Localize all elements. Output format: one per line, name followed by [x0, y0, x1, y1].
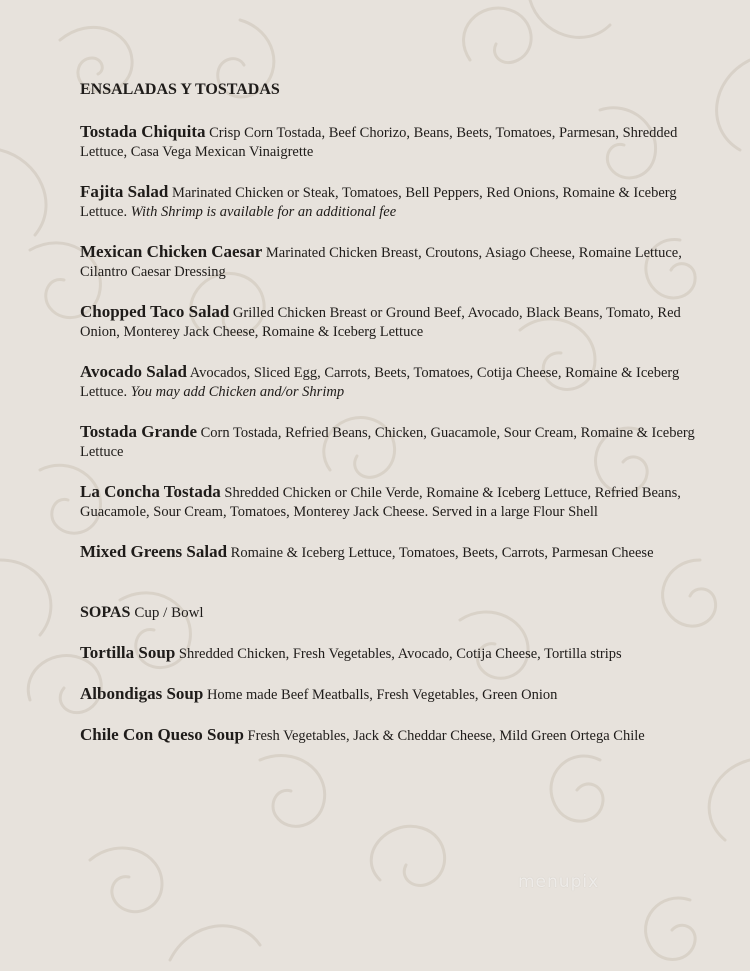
- menu-item-albondigas-soup: [80, 684, 710, 705]
- menu-item-fajita-salad: [80, 182, 710, 222]
- item-description: Shredded Chicken or Chile Verde, Romaine & Iceberg Lettuce, Refried Beans, Guacamole, Sour Cream, Tomatoes, Monterey Jack Cheese. Served in a large Flour Shell: [80, 485, 681, 520]
- menu-item-mexican-chicken-caesar: [80, 242, 710, 282]
- item-description: Marinated Chicken Breast, Croutons, Asiago Cheese, Romaine Lettuce, Cilantro Caesar Dressing: [80, 245, 682, 280]
- menu-item-avocado-salad: [80, 362, 710, 402]
- menu-item-la-concha-tostada: [80, 482, 710, 522]
- item-name: Mexican Chicken Caesar: [80, 242, 263, 261]
- menu-item-chopped-taco-salad: [80, 302, 710, 342]
- item-note: You may add Chicken and/or Shrimp: [130, 384, 345, 400]
- menu-item-chile-con-queso-soup: [80, 725, 710, 746]
- item-name: Albondigas Soup: [80, 684, 204, 703]
- menu-page: [80, 80, 710, 746]
- item-name: Chile Con Queso Soup: [80, 725, 244, 744]
- menu-item-mixed-greens-salad: [80, 542, 710, 563]
- item-description: Home made Beef Meatballs, Fresh Vegetables, Green Onion: [206, 687, 558, 703]
- item-name: Chopped Taco Salad: [80, 302, 230, 321]
- item-description: Avocados, Sliced Egg, Carrots, Beets, Tomatoes, Cotija Cheese, Romaine & Iceberg Lettuce.: [80, 365, 680, 400]
- item-note: With Shrimp is available for an additional fee: [130, 204, 397, 220]
- item-description: Corn Tostada, Refried Beans, Chicken, Guacamole, Sour Cream, Romaine & Iceberg Lettuce: [80, 425, 695, 460]
- menu-item-tortilla-soup: [80, 643, 710, 664]
- menu-item-tostada-chiquita: [80, 122, 710, 162]
- item-name: La Concha Tostada: [80, 482, 221, 501]
- item-description: Crisp Corn Tostada, Beef Chorizo, Beans, Beets, Tomatoes, Parmesan, Shredded Lettuce, Casa Vega Mexican Vinaigrette: [80, 125, 678, 160]
- soups-section-heading: [80, 603, 710, 623]
- soups-heading-note: Cup / Bowl: [134, 605, 204, 621]
- item-description: Romaine & Iceberg Lettuce, Tomatoes, Beets, Carrots, Parmesan Cheese: [230, 545, 654, 561]
- salads-section-heading: ENSALADAS Y TOSTADAS: [80, 81, 280, 98]
- soups-heading-title: SOPAS: [80, 604, 131, 621]
- item-name: Tostada Grande: [80, 422, 197, 441]
- item-description: Fresh Vegetables, Jack & Cheddar Cheese, Mild Green Ortega Chile: [247, 728, 645, 744]
- item-name: Avocado Salad: [80, 362, 187, 381]
- item-name: Fajita Salad: [80, 182, 169, 201]
- item-name: Mixed Greens Salad: [80, 542, 228, 561]
- item-description: Grilled Chicken Breast or Ground Beef, Avocado, Black Beans, Tomato, Red Onion, Monterey Jack Cheese, Romaine & Iceberg Lettuce: [80, 305, 681, 340]
- menu-item-tostada-grande: [80, 422, 710, 462]
- item-description: Marinated Chicken or Steak, Tomatoes, Bell Peppers, Red Onions, Romaine & Iceberg Lettuce.: [80, 185, 677, 220]
- item-name: Tortilla Soup: [80, 643, 176, 662]
- item-name: Tostada Chiquita: [80, 122, 206, 141]
- item-description: Shredded Chicken, Fresh Vegetables, Avocado, Cotija Cheese, Tortilla strips: [178, 646, 622, 662]
- menupix-watermark: menupix: [518, 872, 600, 892]
